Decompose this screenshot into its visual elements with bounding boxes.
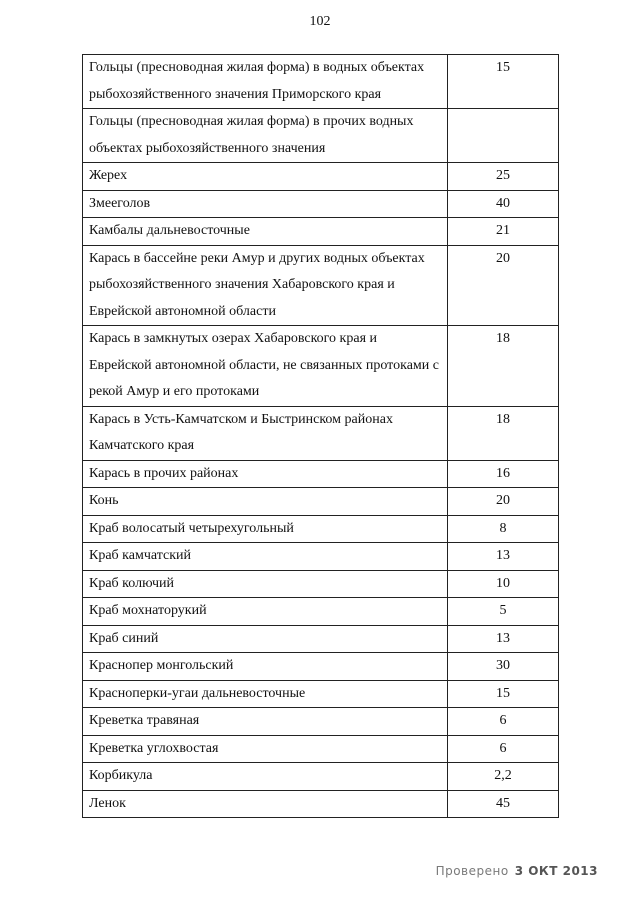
species-name-cell: Камбалы дальневосточные <box>83 218 448 246</box>
species-name-cell: Гольцы (пресноводная жилая форма) в прочих водных объектах рыбохозяйственного значения <box>83 109 448 163</box>
table-row <box>83 488 559 516</box>
species-value-cell: 13 <box>448 625 559 653</box>
species-name-cell: Красноперки-угаи дальневосточные <box>83 680 448 708</box>
species-value-cell: 2,2 <box>448 763 559 791</box>
species-value-cell: 20 <box>448 245 559 326</box>
species-name-cell: Карась в Усть-Камчатском и Быстринском районах Камчатского края <box>83 406 448 460</box>
species-name-cell: Карась в прочих районах <box>83 460 448 488</box>
stamp-text: Проверено <box>435 864 509 878</box>
verification-stamp <box>436 864 598 878</box>
species-name-cell: Ленок <box>83 790 448 818</box>
table-row <box>83 245 559 326</box>
species-value-cell: 5 <box>448 598 559 626</box>
table-row <box>83 109 559 163</box>
table-row <box>83 790 559 818</box>
species-name-cell: Креветка углохвостая <box>83 735 448 763</box>
table-row <box>83 598 559 626</box>
species-value-cell: 18 <box>448 406 559 460</box>
table-row <box>83 55 559 109</box>
species-value-cell: 40 <box>448 190 559 218</box>
stamp-date: 3 ОКТ 2013 <box>514 864 598 878</box>
species-value-cell: 21 <box>448 218 559 246</box>
species-value-cell: 20 <box>448 488 559 516</box>
table-row <box>83 735 559 763</box>
species-value-cell: 30 <box>448 653 559 681</box>
species-value-cell: 15 <box>448 680 559 708</box>
species-name-cell: Краб камчатский <box>83 543 448 571</box>
page-number: 102 <box>309 14 331 29</box>
species-table-body <box>83 55 559 818</box>
table-row <box>83 708 559 736</box>
species-value-cell: 18 <box>448 326 559 407</box>
species-name-cell: Конь <box>83 488 448 516</box>
table-row <box>83 460 559 488</box>
species-value-cell: 10 <box>448 570 559 598</box>
table-row <box>83 406 559 460</box>
species-name-cell: Жерех <box>83 163 448 191</box>
table-row <box>83 190 559 218</box>
species-value-cell: 6 <box>448 708 559 736</box>
table-row <box>83 326 559 407</box>
species-value-cell: 13 <box>448 543 559 571</box>
species-name-cell: Краб мохнаторукий <box>83 598 448 626</box>
table-row <box>83 543 559 571</box>
table-row <box>83 570 559 598</box>
species-value-cell: 25 <box>448 163 559 191</box>
table-row <box>83 625 559 653</box>
species-name-cell: Краб колючий <box>83 570 448 598</box>
species-value-cell: 6 <box>448 735 559 763</box>
species-name-cell: Краб синий <box>83 625 448 653</box>
table-row <box>83 515 559 543</box>
species-name-cell: Гольцы (пресноводная жилая форма) в водных объектах рыбохозяйственного значения Приморского края <box>83 55 448 109</box>
species-name-cell: Карась в бассейне реки Амур и других водных объектах рыбохозяйственного значения Хабаровского края и Еврейской автономной области <box>83 245 448 326</box>
species-value-cell <box>448 109 559 163</box>
species-value-cell: 15 <box>448 55 559 109</box>
table-row <box>83 218 559 246</box>
species-name-cell: Краб волосатый четырехугольный <box>83 515 448 543</box>
table-row <box>83 680 559 708</box>
species-table <box>82 54 559 818</box>
species-value-cell: 16 <box>448 460 559 488</box>
species-value-cell: 45 <box>448 790 559 818</box>
species-name-cell: Краснопер монгольский <box>83 653 448 681</box>
table-row <box>83 763 559 791</box>
species-name-cell: Змееголов <box>83 190 448 218</box>
table-row <box>83 653 559 681</box>
species-value-cell: 8 <box>448 515 559 543</box>
species-name-cell: Креветка травяная <box>83 708 448 736</box>
table-row <box>83 163 559 191</box>
species-name-cell: Карась в замкнутых озерах Хабаровского края и Еврейской автономной области, не связанных протоками с рекой Амур и его протоками <box>83 326 448 407</box>
species-name-cell: Корбикула <box>83 763 448 791</box>
